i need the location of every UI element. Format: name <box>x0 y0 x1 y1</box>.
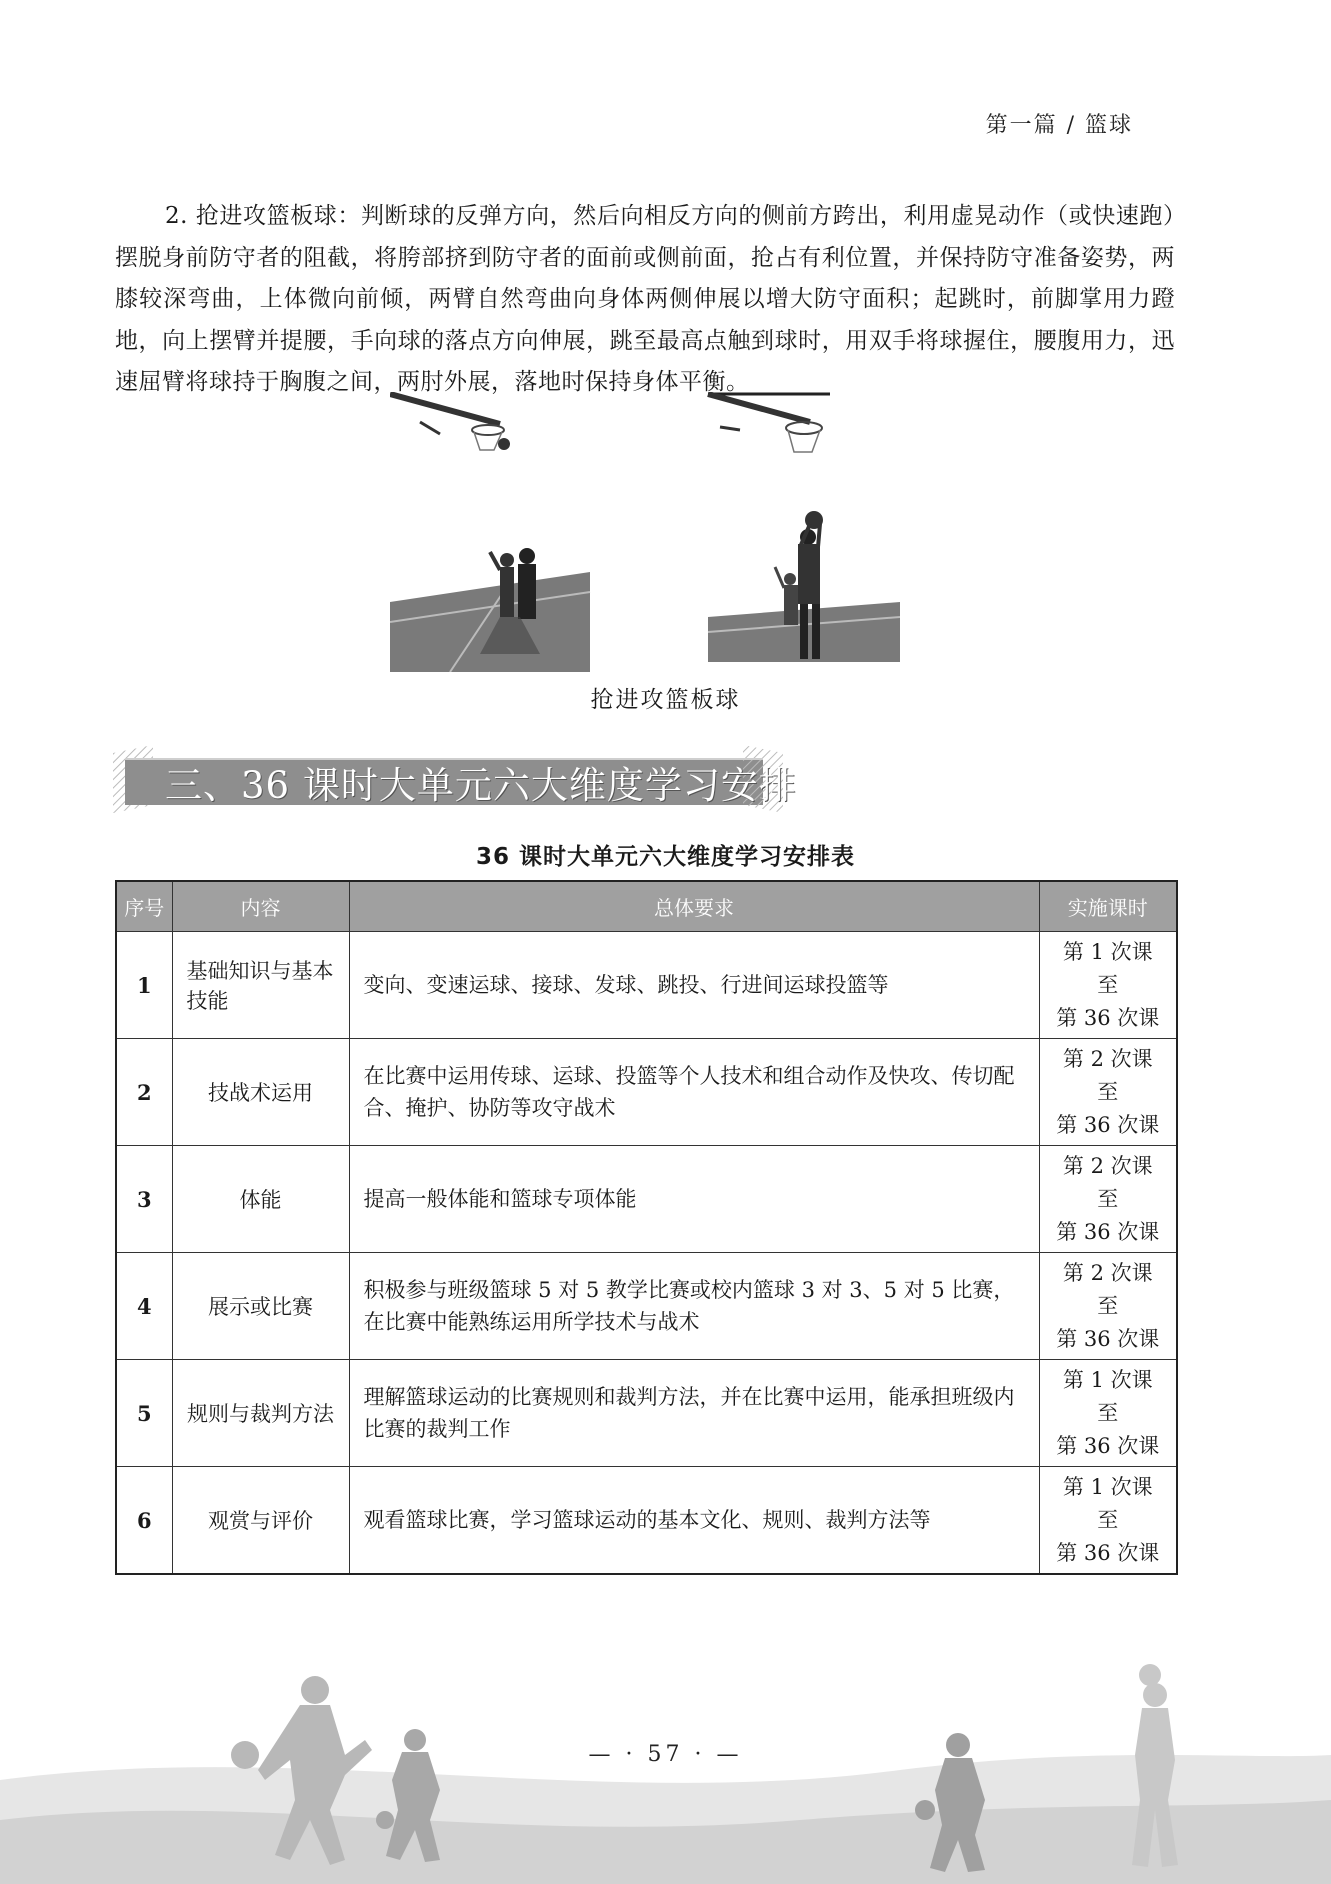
row-content: 基础知识与基本技能 <box>172 932 349 1039</box>
table-row <box>116 1467 1177 1575</box>
row-schedule <box>1039 1146 1177 1253</box>
table-title: 36 课时大单元六大维度学习安排表 <box>475 844 855 870</box>
section-title: 三、36 课时大单元六大维度学习安排 <box>165 764 797 807</box>
schedule-to: 至 <box>1097 1079 1119 1104</box>
rebound-photo <box>390 392 900 672</box>
schedule-to: 至 <box>1097 972 1119 997</box>
schedule-start: 第 2 次课 <box>1062 1260 1153 1285</box>
row-number: 5 <box>116 1360 172 1467</box>
row-requirement: 提高一般体能和篮球专项体能 <box>349 1146 1039 1253</box>
row-number: 6 <box>116 1467 172 1575</box>
body-paragraph: 2. 抢进攻篮板球：判断球的反弹方向，然后向相反方向的侧前方跨出，利用虚晃动作（或快速跑）摆脱身前防守者的阻截，将胯部挤到防守者的面前或侧前面，抢占有利位置，并保持防守准备姿势，两膝较深弯曲，上体微向前倾，两臂自然弯曲向身体两侧伸展以增大防守面积；起跳时，前脚掌用力蹬地，向上摆臂并提腰，手向球的落点方向伸展，跳至最高点触到球时，用双手将球握住，腰腹用力，迅速屈臂将球持于胸腹之间，两肘外展，落地时保持身体平衡。 <box>115 203 1175 395</box>
photo-left <box>390 394 590 672</box>
header-content: 内容 <box>172 881 349 932</box>
schedule-start: 第 2 次课 <box>1062 1046 1153 1071</box>
row-requirement: 变向、变速运球、接球、发球、跳投、行进间运球投篮等 <box>349 932 1039 1039</box>
row-schedule <box>1039 1253 1177 1360</box>
schedule-start: 第 1 次课 <box>1062 939 1153 964</box>
table-row <box>116 1146 1177 1253</box>
row-schedule <box>1039 1360 1177 1467</box>
table-row <box>116 1360 1177 1467</box>
row-requirement: 理解篮球运动的比赛规则和裁判方法，并在比赛中运用，能承担班级内比赛的裁判工作 <box>349 1360 1039 1467</box>
schedule-start: 第 2 次课 <box>1062 1153 1153 1178</box>
chapter-header: 第一篇 / 篮球 <box>985 113 1133 138</box>
schedule-to: 至 <box>1097 1186 1119 1211</box>
schedule-to: 至 <box>1097 1507 1119 1532</box>
row-schedule <box>1039 1039 1177 1146</box>
schedule-to: 至 <box>1097 1293 1119 1318</box>
photo-right <box>708 394 900 662</box>
row-requirement: 在比赛中运用传球、运球、投篮等个人技术和组合动作及快攻、传切配合、掩护、协防等攻守战术 <box>349 1039 1039 1146</box>
table-header-row <box>116 881 1177 932</box>
footer-decoration <box>0 1660 1331 1884</box>
row-number: 4 <box>116 1253 172 1360</box>
table-row <box>116 1253 1177 1360</box>
row-content: 技战术运用 <box>172 1039 349 1146</box>
table-row <box>116 932 1177 1039</box>
row-content: 规则与裁判方法 <box>172 1360 349 1467</box>
figure-caption: 抢进攻篮板球 <box>590 687 741 713</box>
row-number: 2 <box>116 1039 172 1146</box>
row-requirement: 积极参与班级篮球 5 对 5 教学比赛或校内篮球 3 对 3、5 对 5 比赛，在比赛中能熟练运用所学技术与战术 <box>349 1253 1039 1360</box>
header-requirement: 总体要求 <box>349 881 1039 932</box>
row-number: 1 <box>116 932 172 1039</box>
schedule-table <box>115 880 1178 1575</box>
schedule-end: 第 36 次课 <box>1056 1326 1160 1351</box>
page-number: — · 57 · — <box>588 1742 743 1767</box>
header-schedule: 实施课时 <box>1039 881 1177 932</box>
row-requirement: 观看篮球比赛，学习篮球运动的基本文化、规则、裁判方法等 <box>349 1467 1039 1575</box>
schedule-start: 第 1 次课 <box>1062 1367 1153 1392</box>
schedule-start: 第 1 次课 <box>1062 1474 1153 1499</box>
row-schedule <box>1039 932 1177 1039</box>
row-number: 3 <box>116 1146 172 1253</box>
schedule-to: 至 <box>1097 1400 1119 1425</box>
row-content: 展示或比赛 <box>172 1253 349 1360</box>
table-row <box>116 1039 1177 1146</box>
rebound-illustration <box>390 392 900 672</box>
schedule-end: 第 36 次课 <box>1056 1433 1160 1458</box>
schedule-end: 第 36 次课 <box>1056 1112 1160 1137</box>
row-schedule <box>1039 1467 1177 1575</box>
schedule-end: 第 36 次课 <box>1056 1219 1160 1244</box>
schedule-end: 第 36 次课 <box>1056 1540 1160 1565</box>
schedule-end: 第 36 次课 <box>1056 1005 1160 1030</box>
row-content: 观赏与评价 <box>172 1467 349 1575</box>
header-serial: 序号 <box>116 881 172 932</box>
row-content: 体能 <box>172 1146 349 1253</box>
